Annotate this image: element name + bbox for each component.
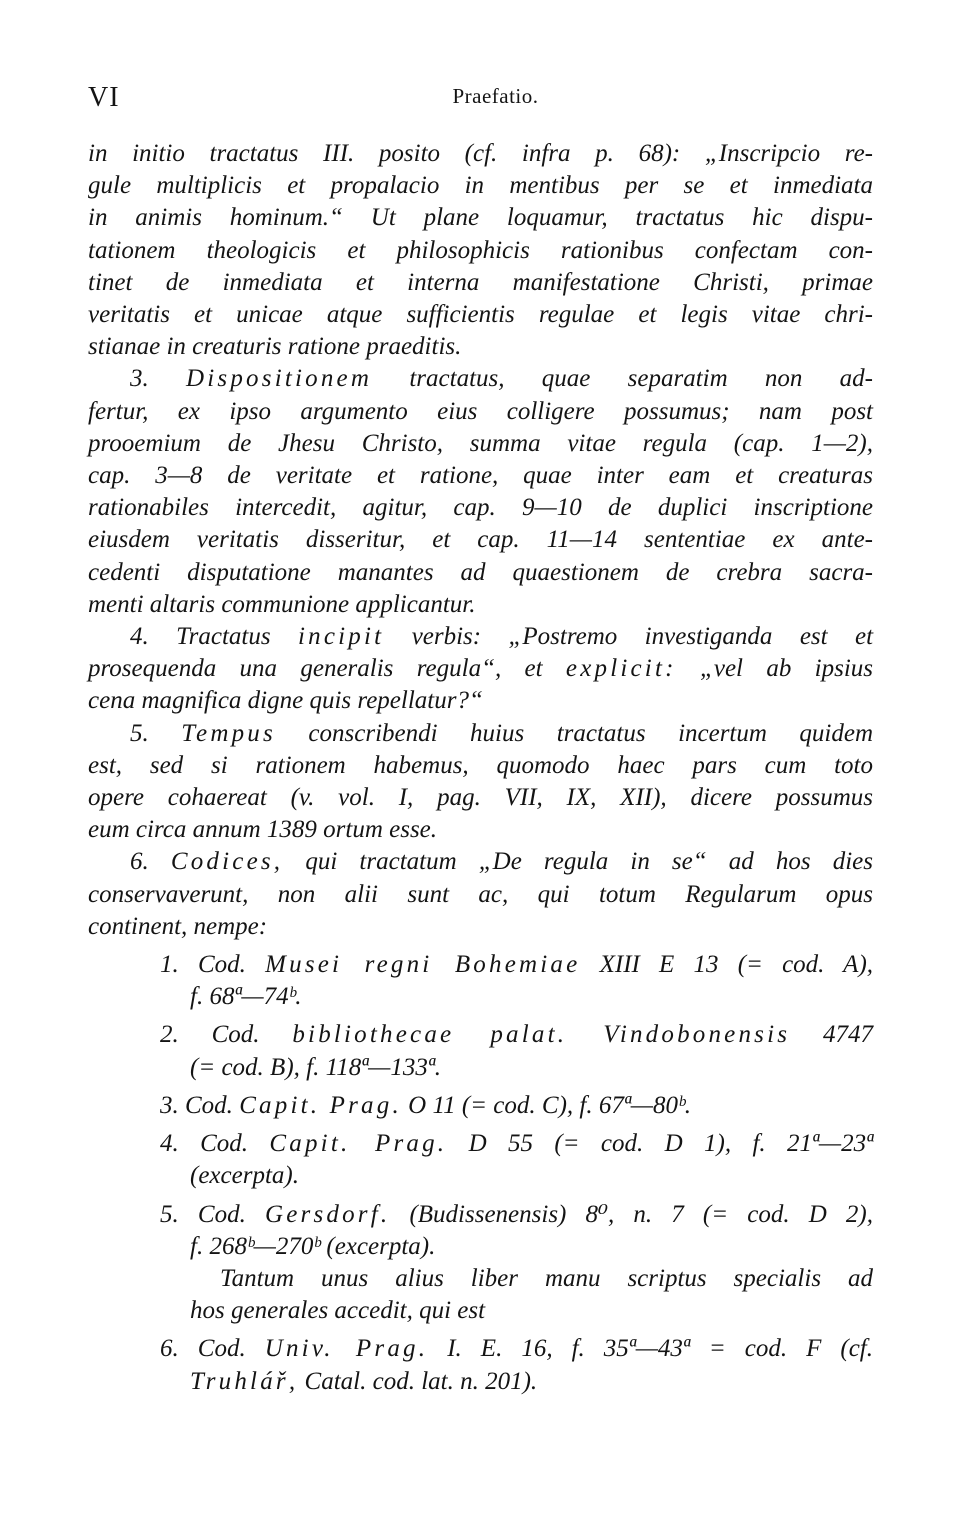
text-line: eum circa annum 1389 ortum esse. [88,816,438,844]
spaced-term: Truhlář, [190,1367,299,1395]
text-fragment: Cod. [197,951,246,979]
text-line: continent, nempe: [88,912,268,940]
text-fragment: I. E. 16, f. 35ª—43ª = cod. F (cf. [447,1335,873,1363]
page-header [88,82,873,122]
spaced-term: incipit [298,623,385,651]
codex-item [88,1019,873,1083]
codex-item [88,1333,873,1397]
text-line: Tantum unus alius liber manu scriptus specialis ad [220,1264,873,1292]
paragraph-5 [88,718,873,847]
text-fragment: prosequenda una generalis regula“, et [88,655,543,683]
text-line: tinet de inmediata et interna manifestatione Christi, primae [88,268,873,296]
text-line: fertur, ex ipso argumento eius colligere possumus; nam post [88,397,873,425]
spaced-term: Musei regni Bohemiae [265,951,581,979]
paragraph-number: 4. [130,623,149,651]
text-line [88,1019,873,1051]
item-number: 1. [160,951,179,979]
text-line: hos generales accedit, qui est [190,1297,486,1325]
paragraph-3 [88,363,873,621]
text-line: f. 68ª—74ᵇ. [190,983,302,1011]
text-line: cena magnifica digne quis repellatur?“ [88,687,483,715]
intro-paragraph [88,138,873,363]
spaced-term: explicit: [565,655,677,683]
text-line: opere cohaereat (v. vol. I, pag. VII, IX, XII), dicere possumus [88,784,873,812]
text-line: in initio tractatus III. posito (cf. infra p. 68): „Inscripcio re- [88,140,873,167]
text-line: est, sed si rationem habemus, quomodo haec pars cum toto [88,751,873,779]
spaced-term: Capit. Prag. [269,1130,448,1158]
text-fragment: qui tractatum „De regula in se“ ad hos dies [305,848,873,876]
text-fragment: „vel ab ipsius [699,655,873,683]
page [88,82,873,1398]
text-line [88,1366,873,1398]
text-fragment: tractatus, quae separatim non ad- [409,365,874,393]
codices-list [88,943,873,1398]
text-line: f. 268ᵇ—270ᵇ (excerpta). [190,1232,436,1260]
text-line: menti altaris communione applicantur. [88,590,476,618]
spaced-term: bibliothecae palat. Vindobonensis [292,1021,791,1049]
text-fragment: Catal. cod. lat. n. 201). [304,1367,538,1395]
text-line: tationem theologicis et philosophicis rationibus confectam con- [88,236,873,264]
codex-item [88,1128,873,1192]
running-title: Praefatio. [452,84,539,108]
spaced-term: Univ. Prag. [264,1335,429,1363]
codex-item [88,949,873,1013]
text-line [88,363,873,395]
text-line [88,653,873,685]
text-line: veritatis et unicae atque sufficientis regulae et legis vitae chri- [88,301,873,329]
text-line: prooemium de Jhesu Christo, summa vitae regula (cap. 1—2), [88,429,873,457]
text-fragment: Cod. [185,1091,233,1119]
paragraph-number: 6. [130,848,149,876]
spaced-term: Codices, [170,848,284,876]
text-line: rationabiles intercedit, agitur, cap. 9—10 de duplici inscriptione [88,494,873,522]
item-number: 2. [160,1021,179,1049]
text-line [88,621,873,653]
paragraph-number: 5. [130,719,149,747]
text-line: gule multiplicis et propalacio in mentibus per se et inmediata [88,172,873,200]
spaced-term: Capit. Prag. [239,1091,402,1119]
item-number: 3. [160,1091,179,1119]
codex-item [88,1090,873,1122]
text-fragment: Cod. [211,1021,260,1049]
text-fragment: XIII E 13 (= cod. A), [599,951,874,979]
text-fragment: Cod. [200,1130,249,1158]
text-fragment: 4747 [823,1021,873,1049]
body-text [88,138,873,1398]
item-number: 5. [160,1200,179,1228]
text-line: conservaverunt, non alii sunt ac, qui totum Regularum opus [88,880,873,908]
page-number: VI [88,82,120,113]
text-line: (= cod. B), f. 118ª—133ª. [190,1053,442,1081]
text-fragment: Cod. [197,1335,246,1363]
spaced-term: Dispositionem [186,365,373,393]
spaced-term: Tempus [181,719,276,747]
text-line [88,718,873,750]
text-line [88,949,873,981]
text-fragment: verbis: „Postremo investiganda est et [411,623,874,651]
text-line: in animis hominum.“ Ut plane loquamur, tractatus hic dispu- [88,204,873,232]
text-fragment: conscribendi huius tractatus incertum quidem [308,719,874,747]
item-number: 6. [160,1335,179,1363]
text-line: (excerpta). [190,1162,299,1190]
text-line: stianae in creaturis ratione praeditis. [88,333,462,361]
paragraph-6 [88,846,873,943]
codex-item [88,1199,873,1328]
paragraph-number: 3. [130,365,149,393]
spaced-term: Gersdorf. [264,1200,391,1228]
text-line [88,1090,873,1122]
text-fragment: (Budissenensis) 8⁰, n. 7 (= cod. D 2), [409,1200,874,1228]
text-fragment: Cod. [197,1200,246,1228]
text-fragment: O 11 (= cod. C), f. 67ª—80ᵇ. [408,1091,691,1119]
text-line: eiusdem veritatis disseritur, et cap. 11—14 sententiae ex ante- [88,526,873,554]
paragraph-4 [88,621,873,718]
text-line: cap. 3—8 de veritate et ratione, quae inter eam et creaturas [88,462,873,490]
text-line [88,846,873,878]
text-line [88,1128,873,1160]
text-line [88,1333,873,1365]
text-fragment: D 55 (= cod. D 1), f. 21ª—23ª [468,1130,874,1158]
item-number: 4. [160,1130,179,1158]
text-line: cedenti disputatione manantes ad quaestionem de crebra sacra- [88,558,873,586]
text-line [88,1199,873,1231]
text-fragment: Tractatus [176,623,271,651]
